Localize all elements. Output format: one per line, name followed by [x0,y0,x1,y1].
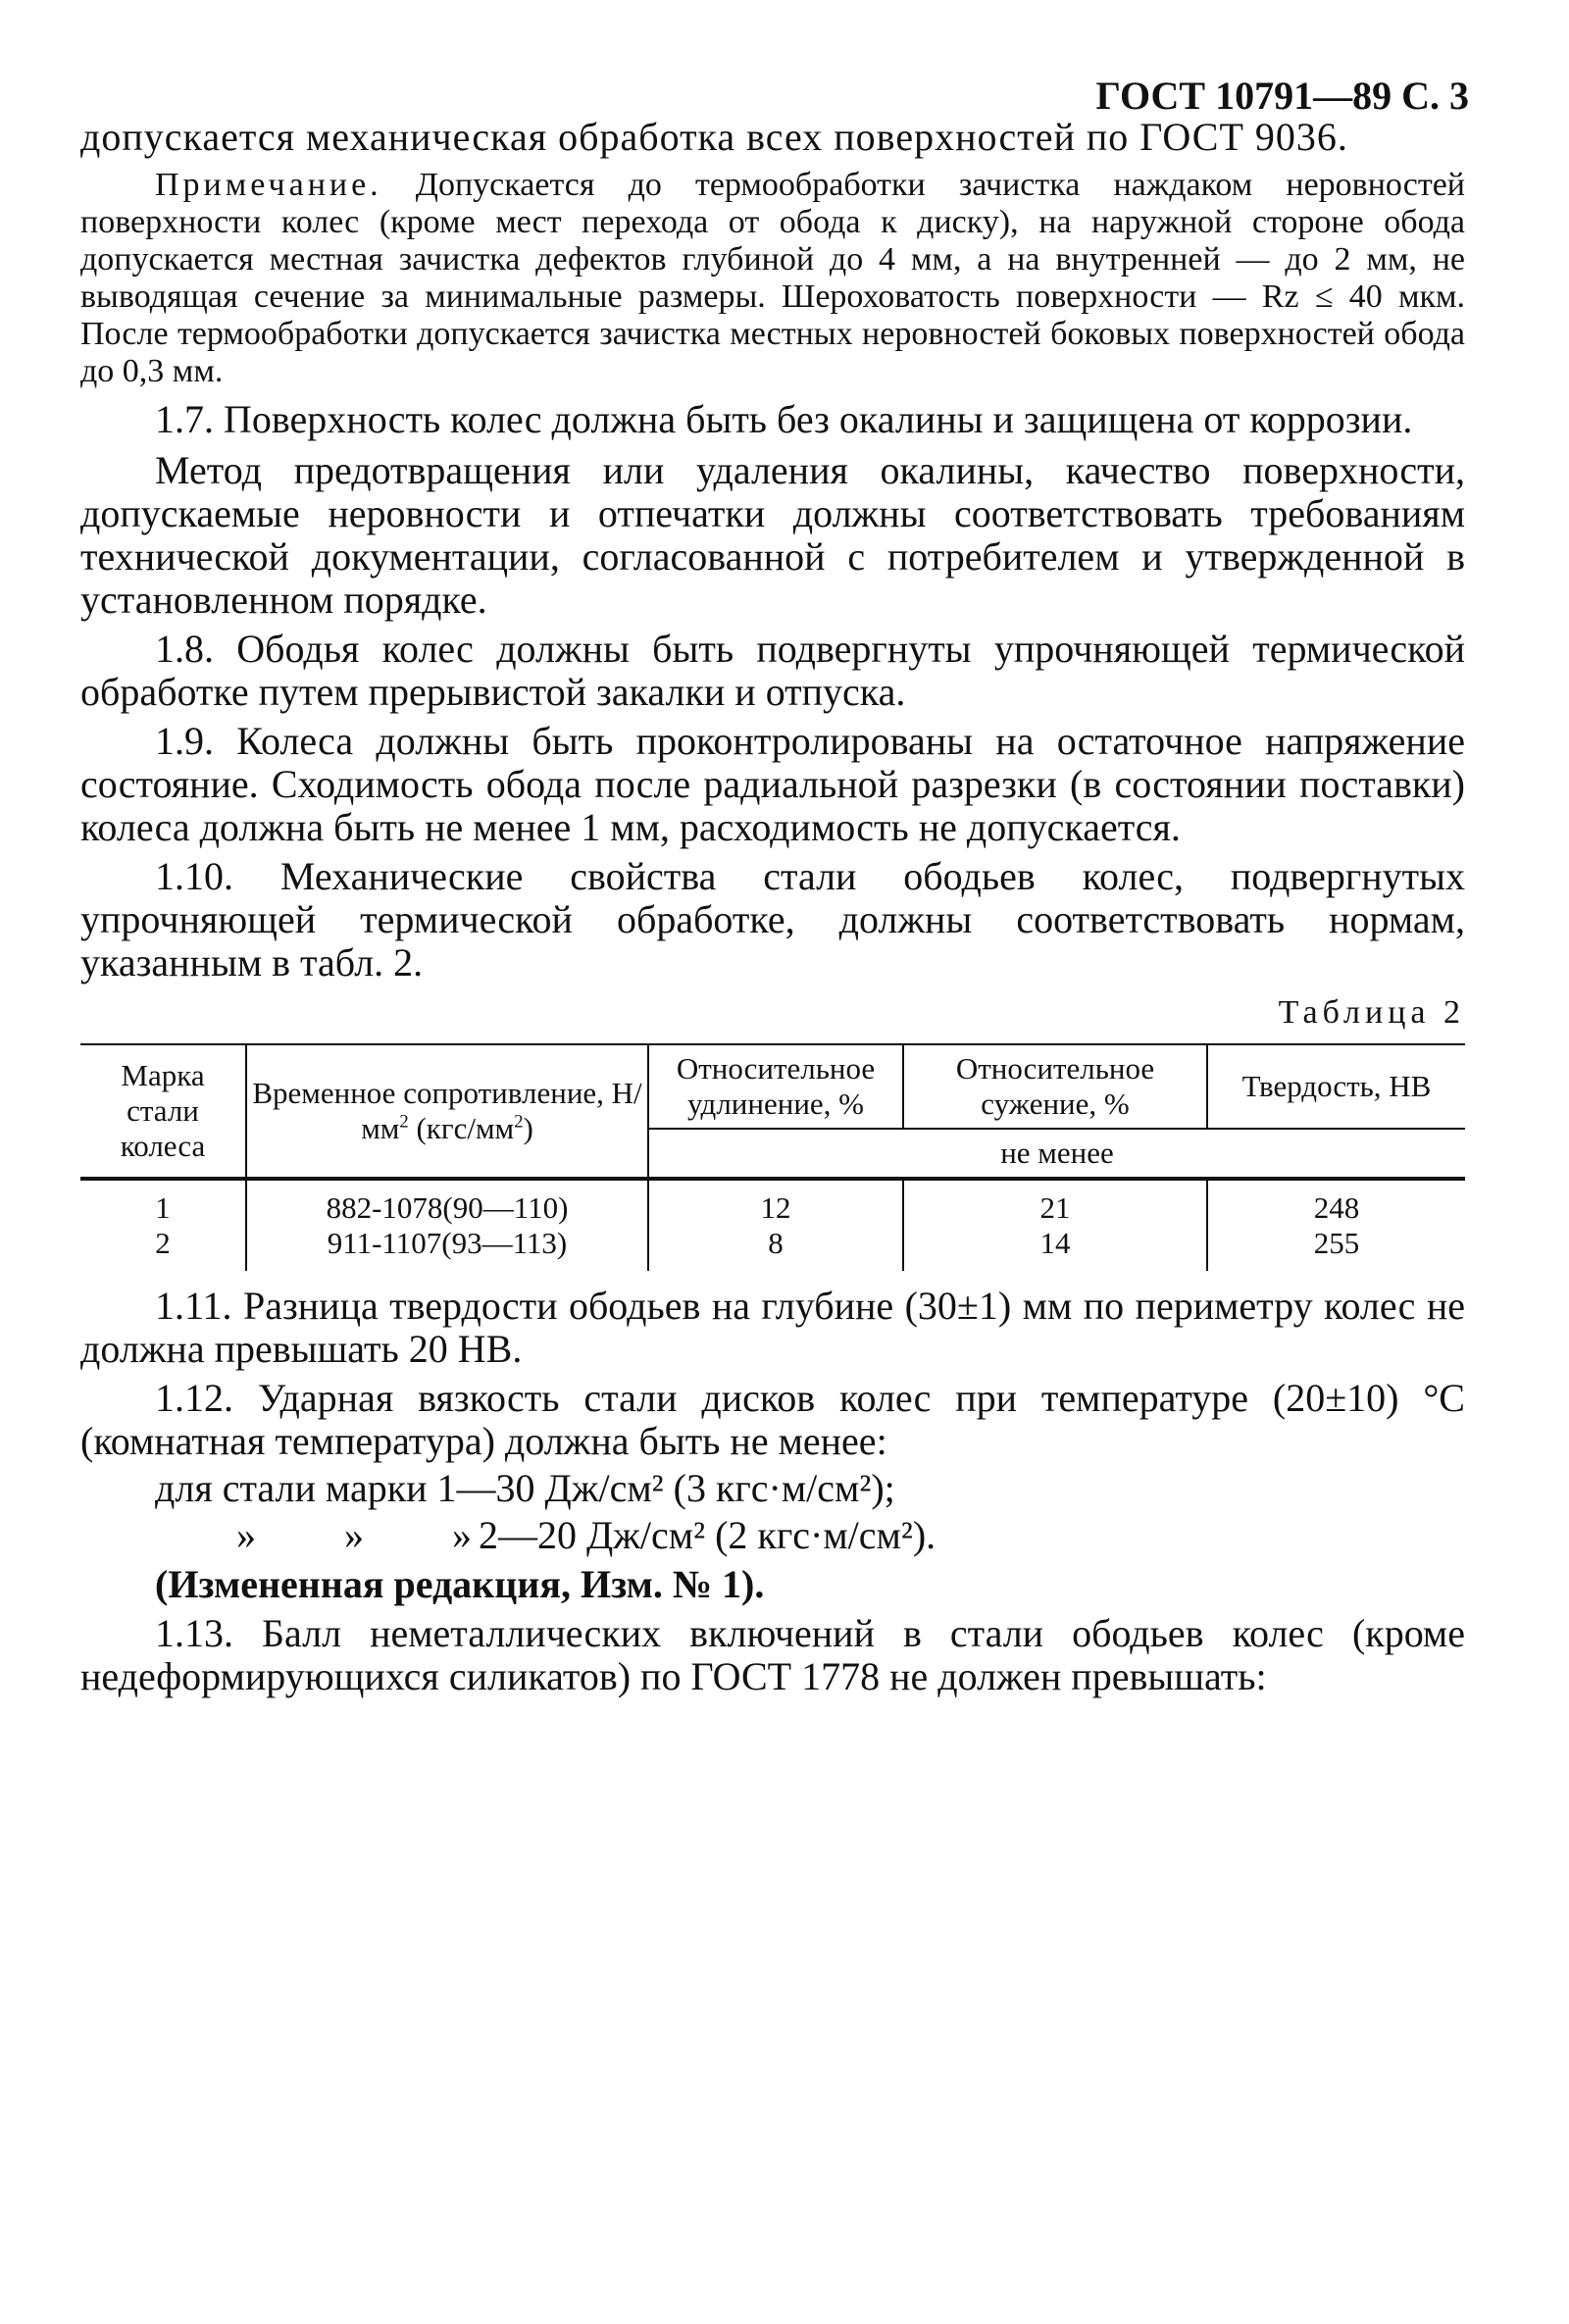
header-elongation: Относительное удлинение, % [648,1044,903,1129]
note-label: Примечание. [155,167,382,203]
cell-elongation: 12 [648,1179,903,1226]
table-title: Таблица 2 [1278,994,1465,1031]
page-header: ГОСТ 10791—89 С. 3 [1095,74,1469,118]
cell-narrowing: 14 [903,1226,1207,1271]
clause-1-10: 1.10. Механические свойства стали ободьев колес, подвергнутых упрочняющей термической обработке, должны соответствовать нормам, указанным в табл. 2. [80,854,1465,985]
header-strength: Временное сопротивление, $Н/мм^2$ $(кгс/мм^2)$ [246,1044,648,1179]
ditto-mark: » [344,1513,364,1557]
note-paragraph [80,167,1465,390]
cell-strength: 911-1107(93—113) [246,1226,648,1271]
clause-1-12: 1.12. Ударная вязкость стали дисков колес при температуре (20±10) °С (комнатная температура) должна быть не менее: [80,1376,1465,1463]
clause-1-11: 1.11. Разница твердости ободьев на глубине (30±1) мм по периметру колес не должна превышать 20 НВ. [80,1284,1465,1371]
table-row [80,1179,1465,1226]
impact-line-grade-1: для стали марки 1—30 Дж/см² (3 кгс·м/см²); [155,1466,895,1510]
header-min: не менее [648,1129,1465,1179]
impact-value-2: 2—20 Дж/см² (2 кгс·м/см²). [479,1513,936,1557]
properties-table [80,1043,1465,1271]
impact-line-grade-2 [80,1514,1465,1557]
clause-1-9: 1.9. Колеса должны быть проконтролированы на остаточное напряжение состояние. Сходимость обода после радиальной разрезки (в состоянии поставки) колеса должна быть не менее 1 мм, расходимость не допускается. [80,719,1465,849]
header-grade: Марка стали колеса [80,1044,246,1179]
header-hardness: Твердость, НВ [1207,1044,1465,1129]
method-paragraph: Метод предотвращения или удаления окалины, качество поверхности, допускаемые неровности и отпечатки должны соответствовать требованиям технической документации, согласованной с потребителем и утвержденной в установленном порядке. [80,448,1465,622]
paragraph-continuation: допускается механическая обработка всех поверхностей по ГОСТ 9036. [80,115,1348,159]
cell-narrowing: 21 [903,1179,1207,1226]
clause-1-13: 1.13. Балл неметаллических включений в стали ободьев колес (кроме недеформирующихся силикатов) по ГОСТ 1778 не должен превышать: [80,1611,1465,1698]
ditto-mark: » [452,1513,472,1557]
cell-hardness: 248 [1313,1190,1360,1225]
cell-strength: 882-1078(90—110) [246,1179,648,1226]
ditto-mark: » [236,1513,256,1557]
clause-1-7: 1.7. Поверхность колес должна быть без окалины и защищена от коррозии. [155,397,1413,441]
document-body [80,116,1465,1698]
cell-grade: 1 [80,1179,246,1226]
cell-hardness: 255 [1313,1226,1360,1260]
amendment-note: (Измененная редакция, Изм. № 1). [155,1562,765,1606]
clause-1-8: 1.8. Ободья колес должны быть подвергнуты упрочняющей термической обработке путем прерывистой закалки и отпуска. [80,627,1465,714]
cell-elongation: 8 [648,1226,903,1271]
cell-grade: 2 [80,1226,246,1271]
header-narrowing: Относительное сужение, % [903,1044,1207,1129]
note-text: Допускается до термообработки зачистка наждаком неровностей поверхности колес (кроме мест перехода от обода к диску), на наружной стороне обода допускается местная зачистка дефектов глубиной до 4 мм, а на внутренней — до 2 мм, не выводящая сечение за минимальные размеры. Шероховатость поверхности — Rz ≤ 40 мкм. После термообработки допускается зачистка местных неровностей боковых поверхностей обода до 0,3 мм. [80,167,1465,389]
table-row [80,1226,1465,1271]
